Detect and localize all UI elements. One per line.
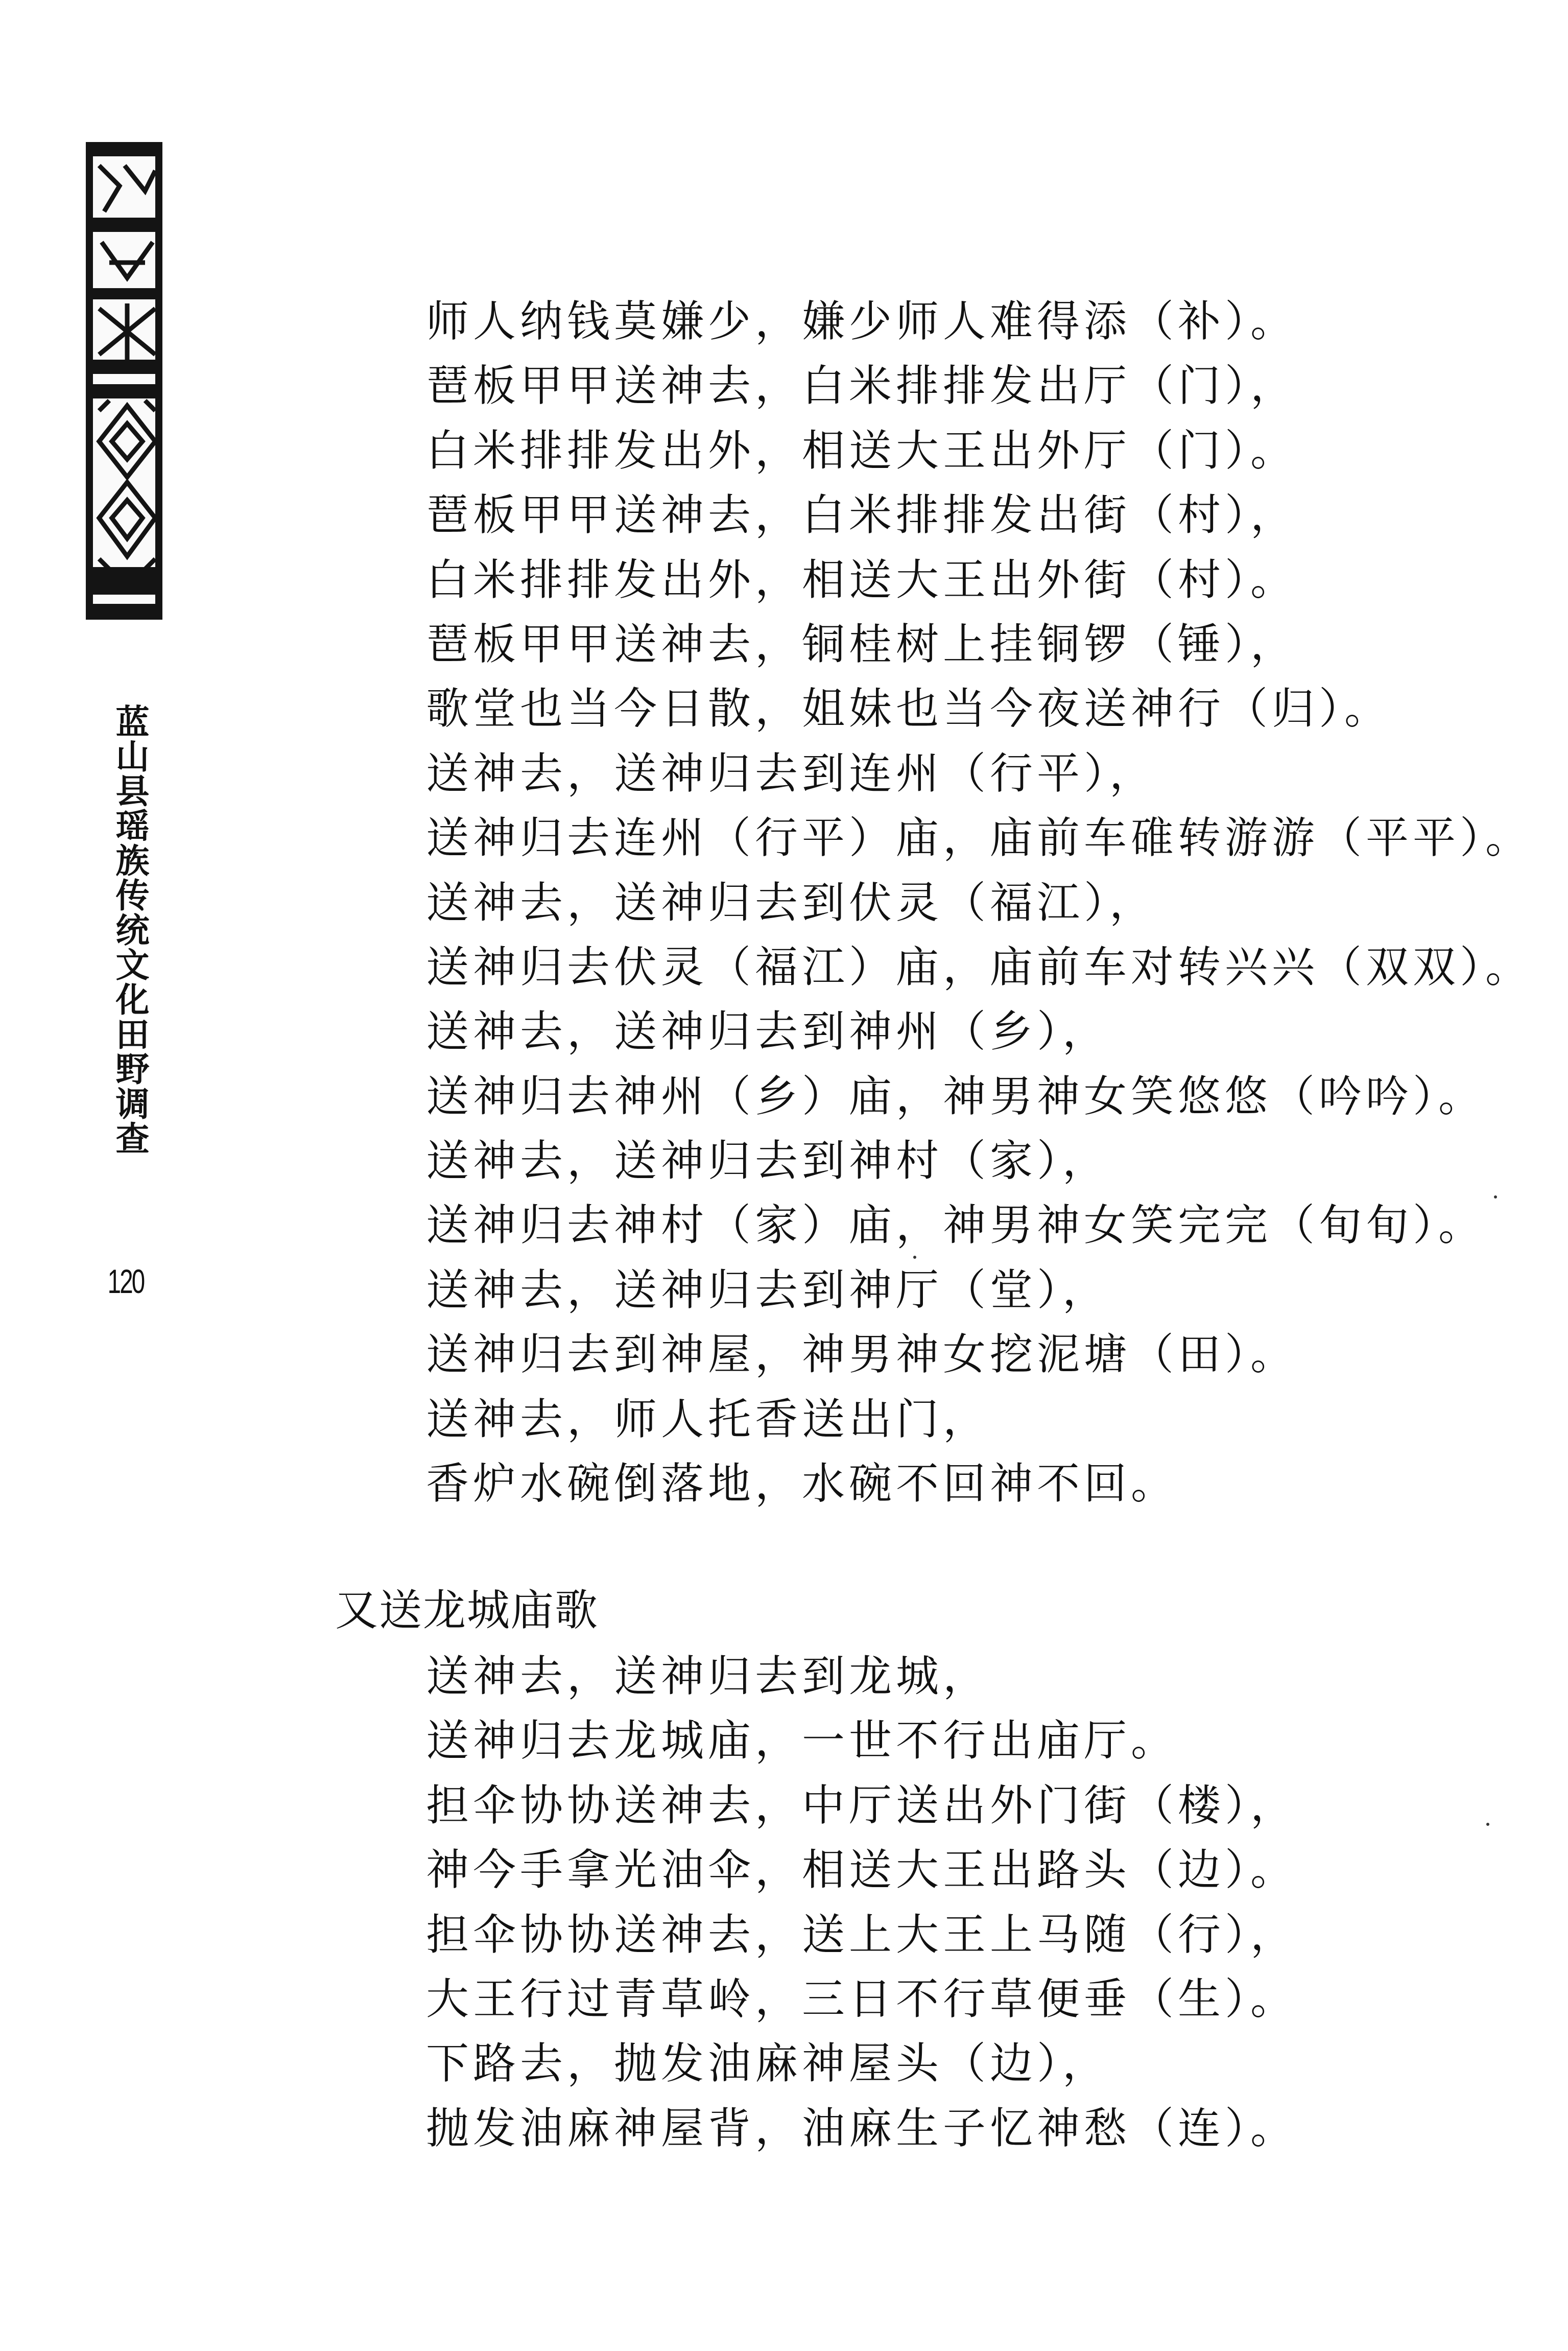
verse-line: 大王行过青草岭，三日不行草便垂（生）。: [426, 1973, 1298, 2024]
running-book-title: 蓝山县瑶族传统文化田野调查: [110, 704, 149, 1156]
page-number: 120: [107, 1262, 144, 1300]
verse-line: 抛发油麻神屋背，油麻生子忆神愁（连）。: [426, 2103, 1298, 2153]
verse-line: 琶板甲甲送神去，白米排排发出街（村），: [426, 490, 1298, 540]
poem-body: [426, 1644, 1499, 2160]
verse-line: 神今手拿光油伞，相送大王出路头（边）。: [426, 1845, 1298, 1895]
verse-line: 送神去，师人托香送出门，: [426, 1394, 990, 1444]
verse-line: 琶板甲甲送神去，白米排排发出厅（门），: [426, 361, 1298, 411]
verse-line: 送神归去神州（乡）庙，神男神女笑悠悠（吟吟）。: [426, 1071, 1486, 1121]
verse-line: 担伞协协送神去，送上大王上马随（行），: [426, 1909, 1298, 1960]
verse-line: 送神去，送神归去到连州（行平），: [426, 748, 1157, 798]
verse-line: 送神归去龙城庙，一世不行出庙厅。: [426, 1715, 1178, 1766]
poem-title: 又送龙城庙歌: [335, 1585, 599, 1635]
ornament-pattern-icon: [89, 145, 165, 623]
verse-line: 送神归去连州（行平）庙，庙前车碓转游游（平平）。: [426, 813, 1533, 863]
poem-body: [426, 289, 1533, 1516]
verse-line: 师人纳钱莫嫌少，嫌少师人难得添（补）。: [426, 296, 1298, 346]
verse-line: 担伞协协送神去，中厅送出外门街（楼），: [426, 1780, 1298, 1830]
verse-line: 送神去，送神归去到神村（家），: [426, 1136, 1110, 1186]
verse-line: 琶板甲甲送神去，铜桂树上挂铜锣（锤），: [426, 619, 1298, 669]
print-speck: [1494, 1195, 1497, 1198]
verse-line: 下路去，抛发油麻神屋头（边），: [426, 2038, 1110, 2089]
verse-line: 送神归去到神屋，神男神女挖泥塘（田）。: [426, 1329, 1298, 1380]
decorative-border-ornament: [86, 142, 162, 620]
verse-line: 香炉水碗倒落地，水碗不回神不回。: [426, 1459, 1178, 1509]
verse-line: 送神归去伏灵（福江）庙，庙前车对转兴兴（双双）。: [426, 942, 1533, 992]
verse-line: 歌堂也当今日散，姐妹也当今夜送神行（归）。: [426, 684, 1392, 734]
print-speck: [913, 1256, 916, 1259]
verse-line: 送神归去神村（家）庙，神男神女笑完完（旬旬）。: [426, 1200, 1486, 1251]
print-speck: [1486, 1823, 1489, 1826]
verse-line: 送神去，送神归去到神厅（堂），: [426, 1264, 1110, 1315]
verse-line: 白米排排发出外，相送大王出外街（村）。: [426, 554, 1298, 605]
verse-line: 送神去，送神归去到伏灵（福江），: [426, 877, 1157, 928]
verse-line: 白米排排发出外，相送大王出外厅（门）。: [426, 425, 1298, 476]
verse-line: 送神去，送神归去到龙城，: [426, 1651, 990, 1701]
verse-line: 送神去，送神归去到神州（乡），: [426, 1006, 1110, 1057]
